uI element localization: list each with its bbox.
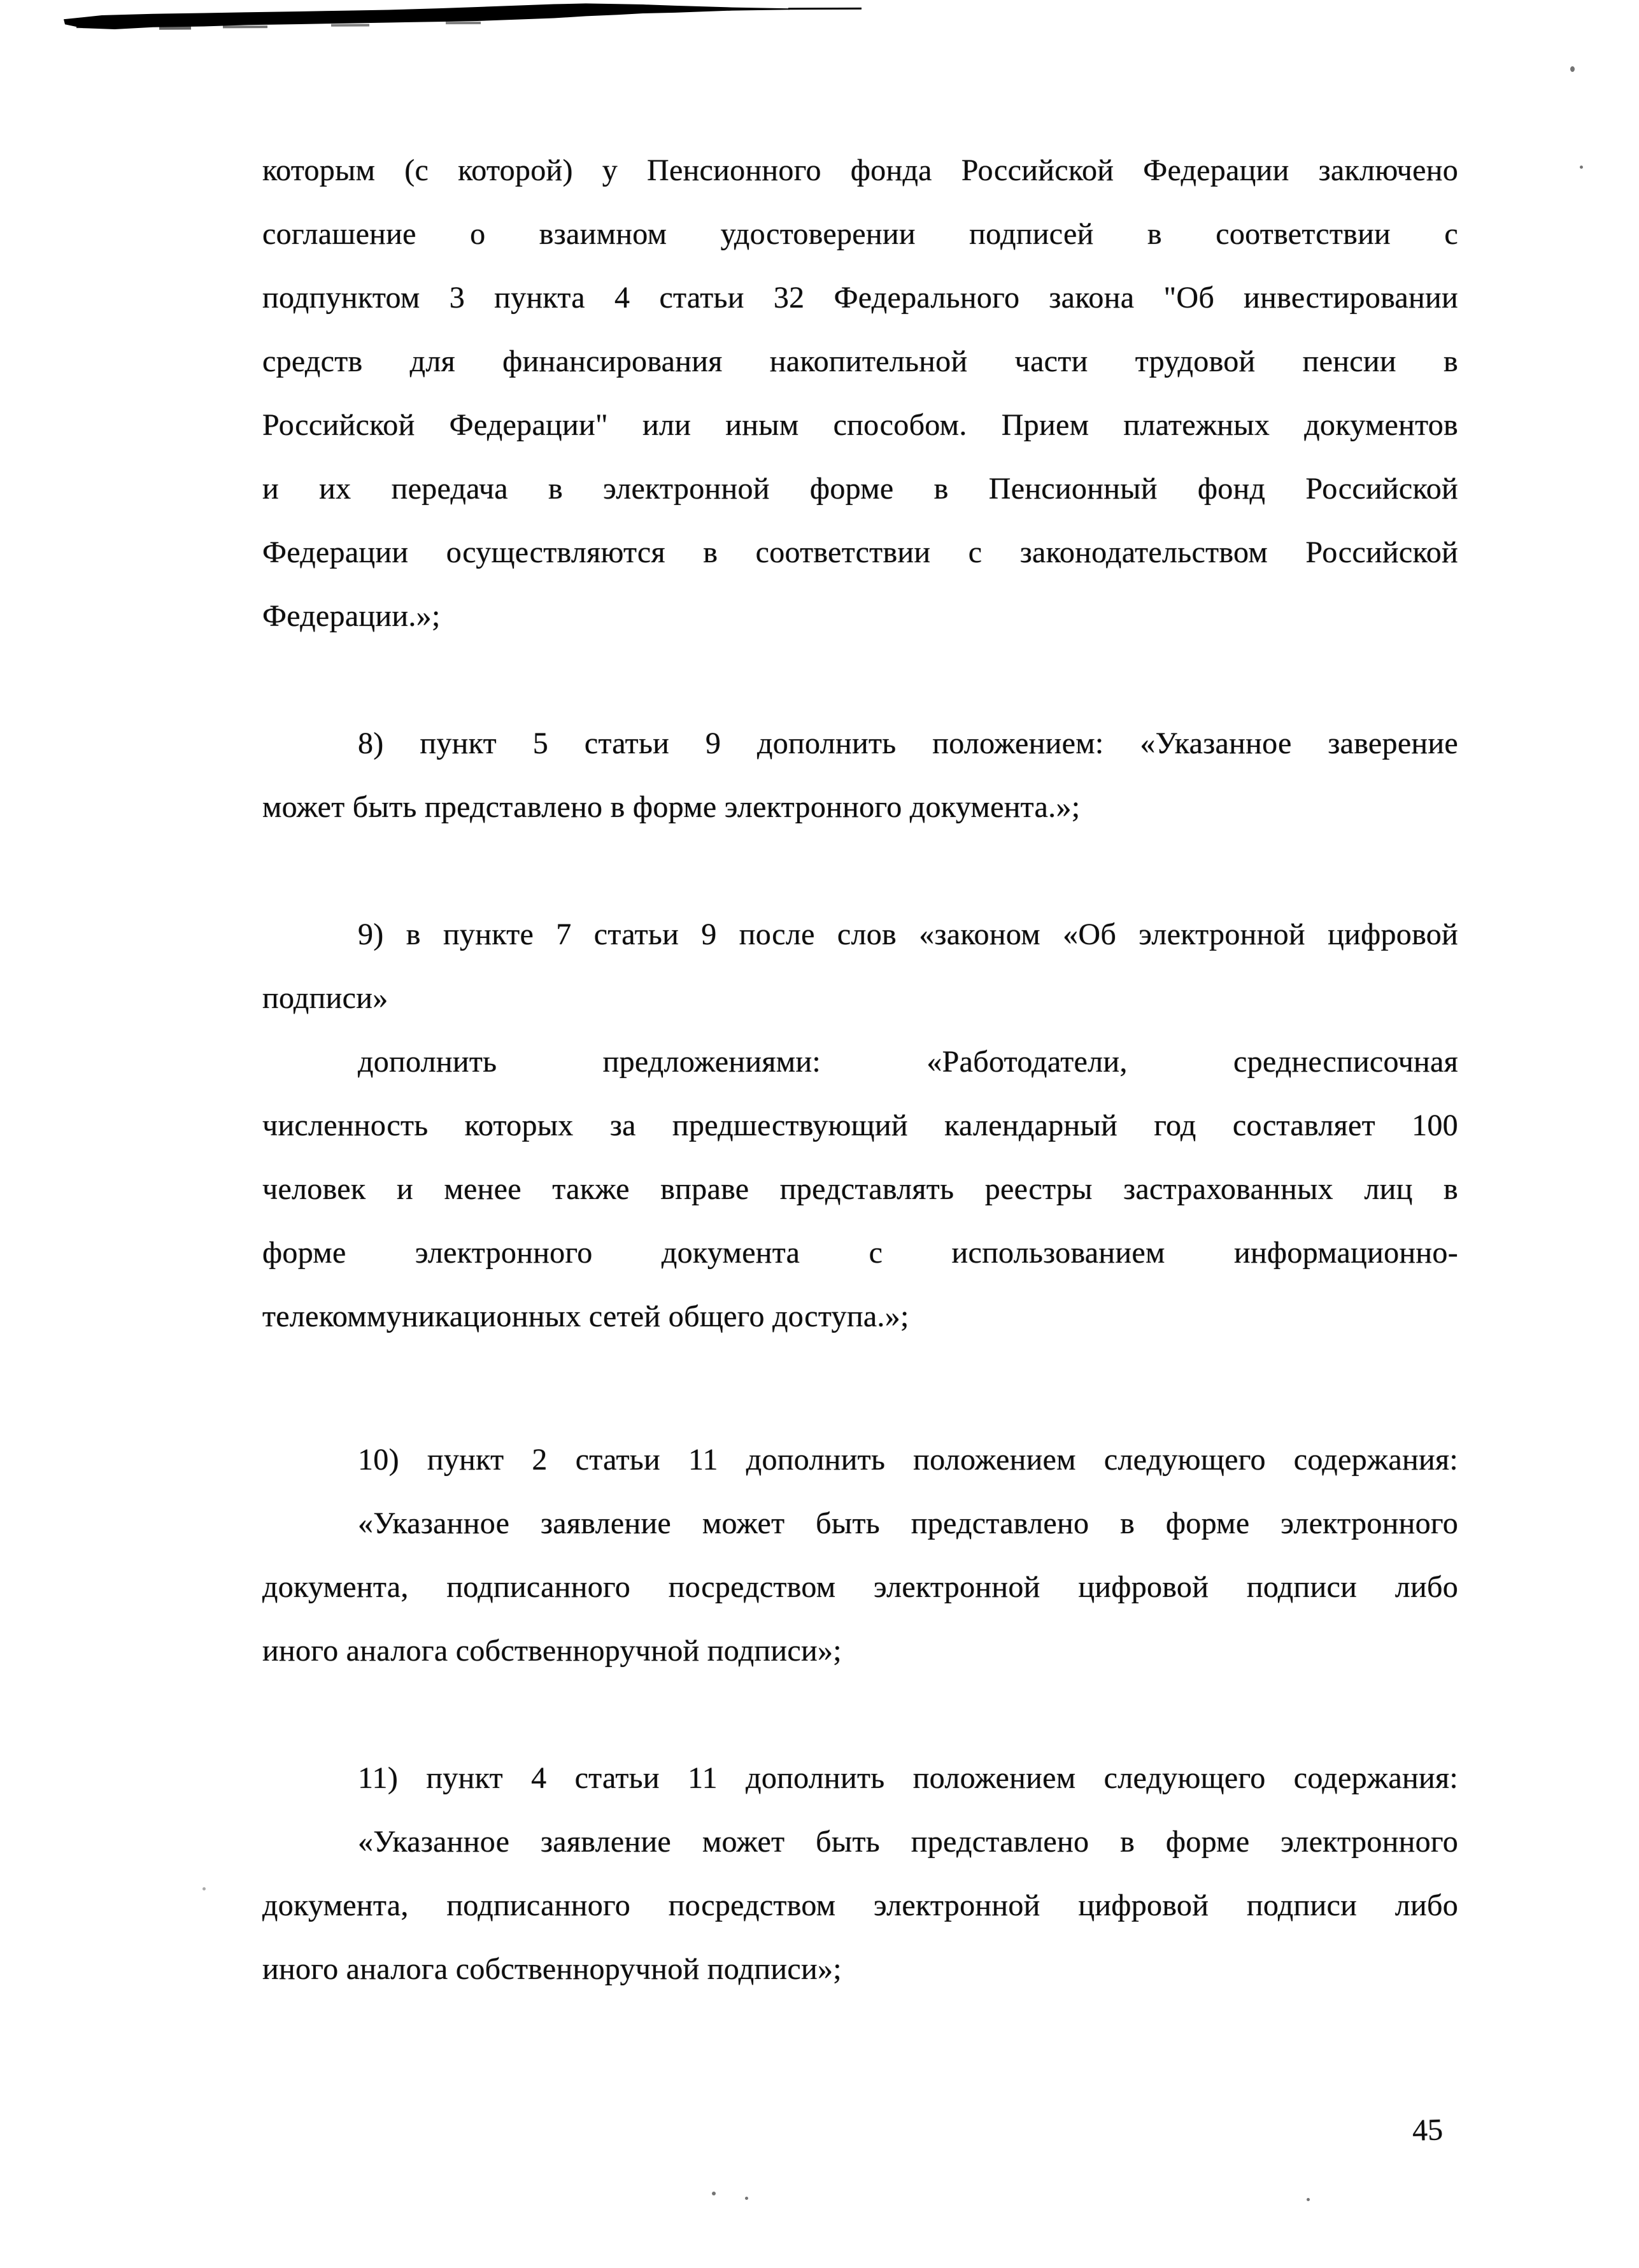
text-line: документа, подписанного посредством электронной цифровой подписи либо xyxy=(262,1889,1458,1922)
text-line: телекоммуникационных сетей общего доступа.»; xyxy=(262,1300,909,1333)
text-line: Федерации.»; xyxy=(262,599,441,633)
scan-speck xyxy=(1570,66,1575,72)
scan-smudge-artifact xyxy=(57,0,885,39)
text-line: Российской Федерации" или иным способом. Прием платежных документов xyxy=(262,408,1458,442)
paragraph xyxy=(262,1747,1458,2001)
text-line: 8) пункт 5 статьи 9 дополнить положением: «Указанное заверение xyxy=(358,726,1458,760)
document-body xyxy=(262,139,1458,2001)
text-line: документа, подписанного посредством электронной цифровой подписи либо xyxy=(262,1570,1458,1604)
text-line: человек и менее также вправе представлять реестры застрахованных лиц в xyxy=(262,1172,1458,1206)
text-line: подпунктом 3 пункта 4 статьи 32 Федерального закона "Об инвестировании xyxy=(262,281,1458,315)
scan-speck xyxy=(1580,166,1583,169)
paragraph xyxy=(262,139,1458,648)
scan-speck xyxy=(745,2197,748,2200)
text-line: иного аналога собственноручной подписи»; xyxy=(262,1634,842,1668)
text-line: иного аналога собственноручной подписи»; xyxy=(262,1952,842,1986)
paragraph xyxy=(262,1428,1458,1683)
text-line: дополнить предложениями: «Работодатели, среднесписочная xyxy=(358,1045,1458,1079)
paragraph xyxy=(262,712,1458,839)
text-line: средств для финансирования накопительной части трудовой пенсии в xyxy=(262,344,1458,378)
text-line: «Указанное заявление может быть представлено в форме электронного xyxy=(358,1506,1458,1540)
text-line: которым (с которой) у Пенсионного фонда Российской Федерации заключено xyxy=(262,153,1458,187)
page-number: 45 xyxy=(1412,2113,1444,2148)
text-line: 11) пункт 4 статьи 11 дополнить положением следующего содержания: xyxy=(358,1761,1458,1795)
text-line: 9) в пункте 7 статьи 9 после слов «законом «Об электронной цифровой xyxy=(358,918,1458,951)
text-line: Федерации осуществляются в соответствии с законодательством Российской xyxy=(262,535,1458,569)
text-line: и их передача в электронной форме в Пенсионный фонд Российской xyxy=(262,472,1458,506)
text-line: численность которых за предшествующий календарный год составляет 100 xyxy=(262,1109,1458,1142)
text-line: соглашение о взаимном удостоверении подписей в соответствии с xyxy=(262,217,1458,251)
scan-speck xyxy=(202,1887,206,1890)
text-line: может быть представлено в форме электронного документа.»; xyxy=(262,790,1081,824)
text-line: 10) пункт 2 статьи 11 дополнить положением следующего содержания: xyxy=(358,1443,1458,1477)
scan-speck xyxy=(712,2192,716,2195)
paragraph xyxy=(262,903,1458,1349)
scan-speck xyxy=(1307,2198,1310,2201)
text-line: «Указанное заявление может быть представлено в форме электронного xyxy=(358,1825,1458,1859)
text-line: форме электронного документа с использованием информационно- xyxy=(262,1236,1458,1270)
text-line: подписи» xyxy=(262,981,388,1015)
